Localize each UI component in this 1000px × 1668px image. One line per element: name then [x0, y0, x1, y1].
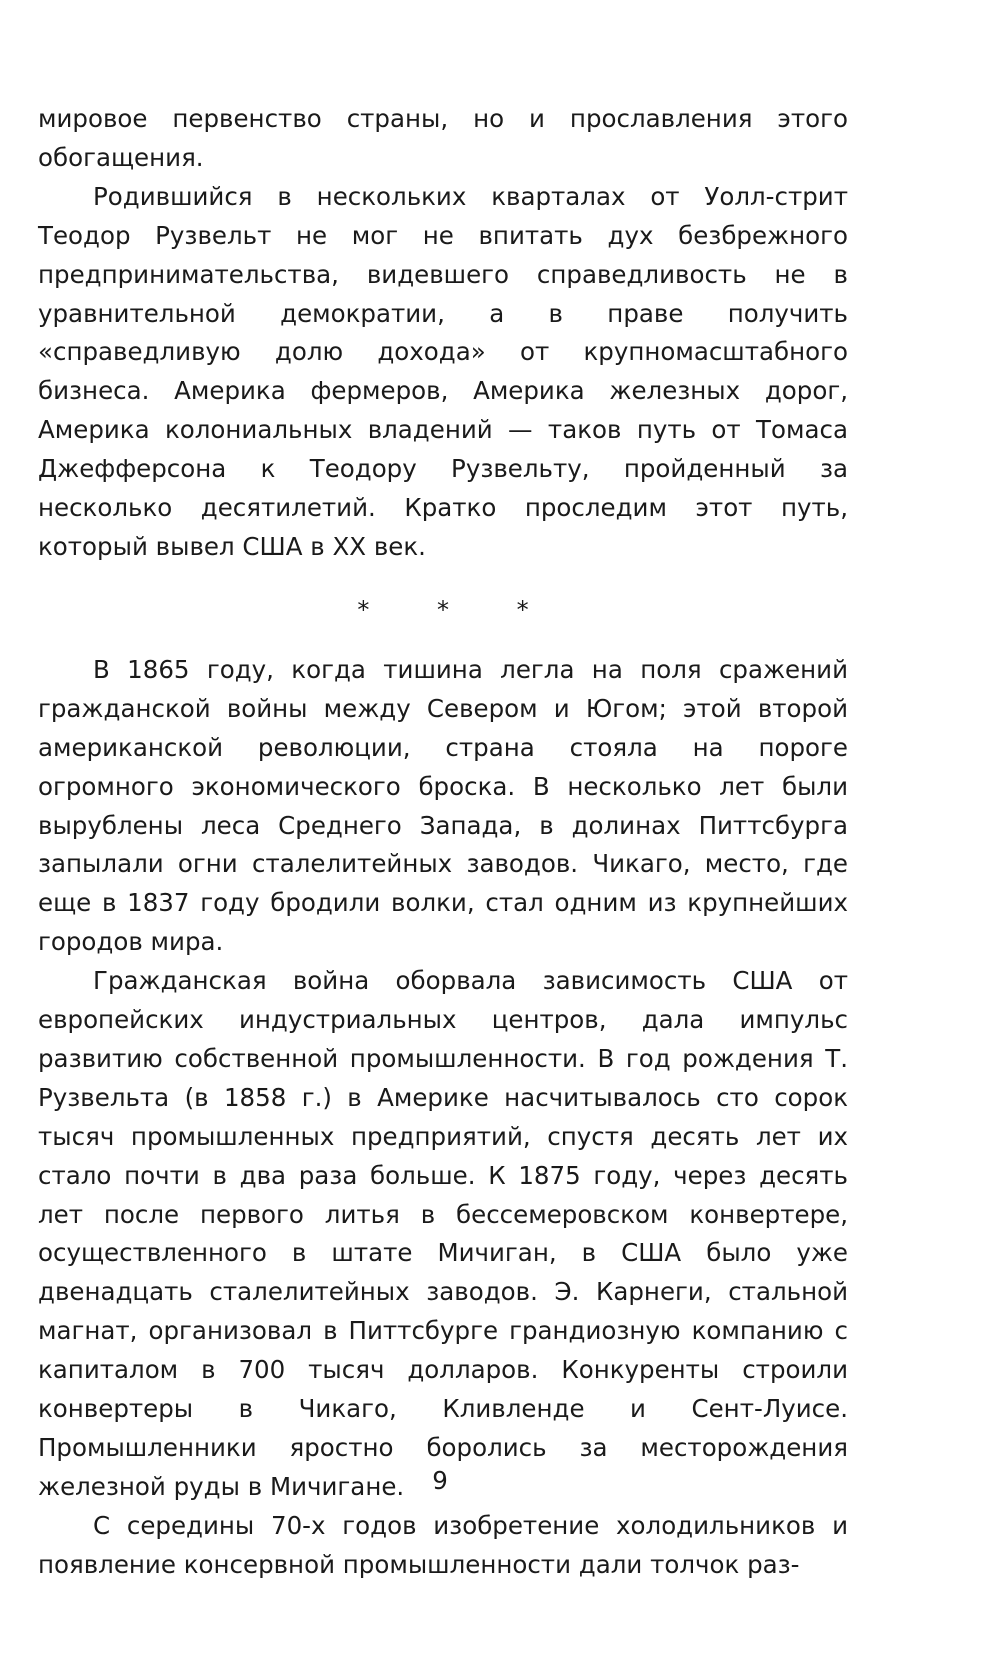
paragraph-continuation: мировое первенство страны, но и прославления этого обогащения.	[38, 104, 848, 172]
paragraph-refrigerators: С середины 70-х годов изобретение холодильников и появление консервной промышленности дали толчок раз-	[38, 1510, 848, 1579]
paragraph-1865: В 1865 году, когда тишина легла на поля сражений гражданской войны между Севером и Югом; этой второй американской революции, страна стояла на пороге огромного экономического броска. В несколько лет были вырублены леса Среднего Запада, в долинах Питтсбурга запылали огни сталелитейных заводов. Чикаго, место, где еще в 1837 году бродили волки, стал одним из крупнейших городов мира.	[38, 654, 848, 957]
body-text	[38, 100, 848, 1585]
section-separator: * * *	[357, 595, 559, 624]
page-number: 9	[432, 1466, 448, 1495]
paragraph-civil-war-industry: Гражданская война оборвала зависимость США от европейских индустриальных центров, дала импульс развитию собственной промышленности. В год рождения Т. Рузвельта (в 1858 г.) в Америке насчитывалось сто сорок тысяч промышленных предприятий, спустя десять лет их стало почти в два раза больше. К 1875 году, через десять лет после первого литья в бессемеровском конвертере, осуществленного в штате Мичиган, в США было уже двенадцать сталелитейных заводов. Э. Карнеги, стальной магнат, организовал в Питтсбурге грандиозную компанию с капиталом в 700 тысяч долларов. Конкуренты строили конвертеры в Чикаго, Кливленде и Сент-Луисе. Промышленники яростно боролись за месторождения железной руды в Мичигане.	[38, 966, 848, 1501]
paragraph-roosevelt-origins: Родившийся в нескольких кварталах от Уолл-стрит Теодор Рузвельт не мог не впитать дух безбрежного предпринимательства, видевшего справедливость не в уравнительной демократии, а в праве получить «справедливую долю дохода» от крупномасштабного бизнеса. Америка фермеров, Америка железных дорог, Америка колониальных владений — таков путь от Томаса Джефферсона к Теодору Рузвельту, пройденный за несколько десятилетий. Кратко проследим этот путь, который вывел США в XX век.	[38, 181, 848, 561]
